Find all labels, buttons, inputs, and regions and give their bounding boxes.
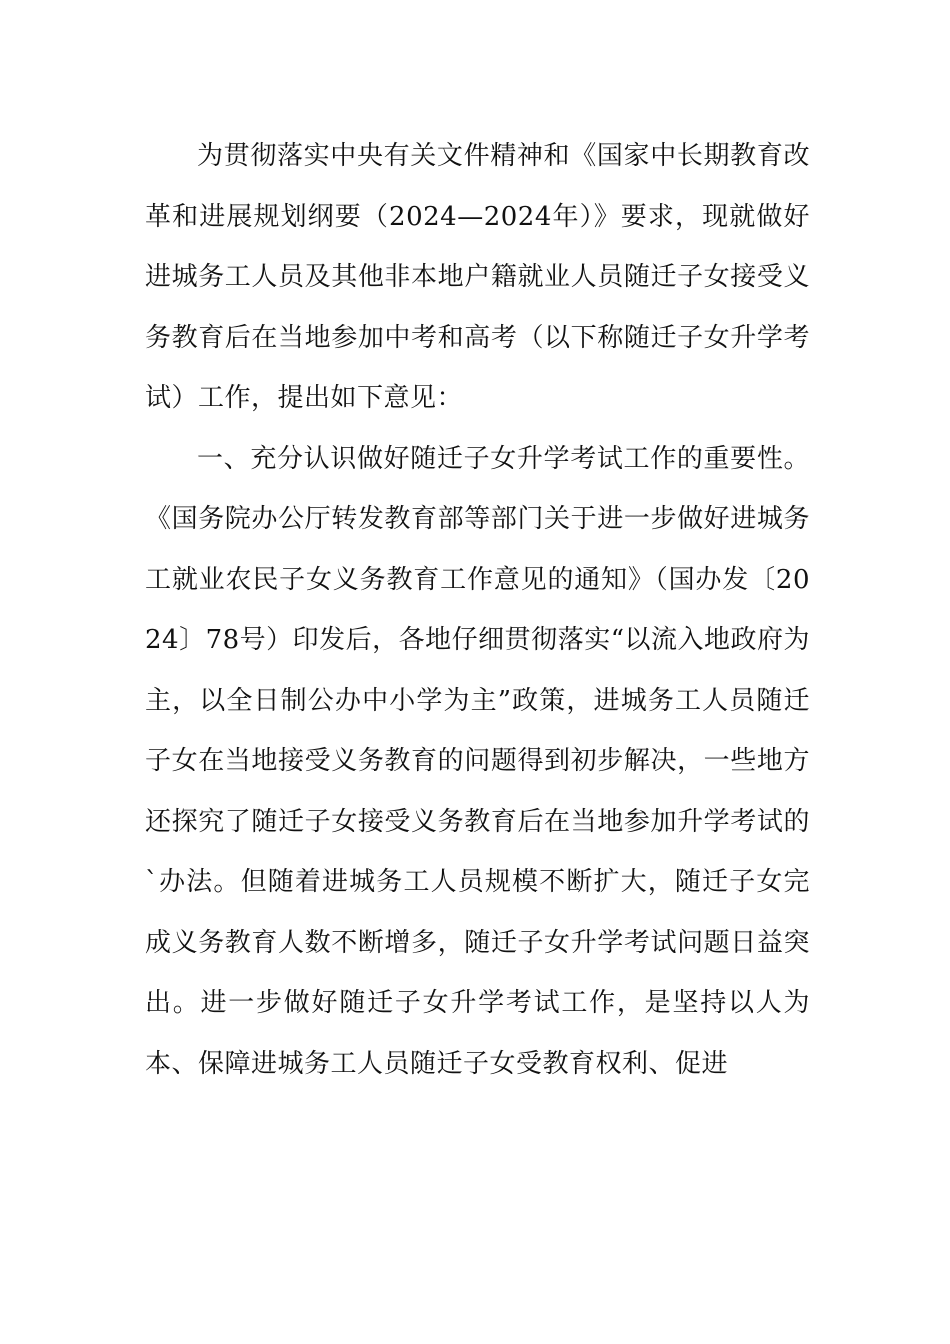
paragraph-section-one: 一、充分认识做好随迁子女升学考试工作的重要性。《国务院办公厅转发教育部等部门关于进一步做好进城务工就业农民子女义务教育工作意见的通知》（国办发〔2024〕78号）印发后，各地仔细贯彻落实“以流入地政府为主，以全日制公办中小学为主”政策，进城务工人员随迁子女在当地接受义务教育的问题得到初步解决，一些地方还探究了随迁子女接受义务教育后在当地参加升学考试的`办法。但随着进城务工人员规模不断扩大，随迁子女完成义务教育人数不断增多，随迁子女升学考试问题日益突出。进一步做好随迁子女升学考试工作，是坚持以人为本、保障进城务工人员随迁子女受教育权利、促进 <box>145 443 810 1079</box>
document-body <box>145 126 810 1094</box>
paragraph-intro: 为贯彻落实中央有关文件精神和《国家中长期教育改革和进展规划纲要（2024—2024年）》要求，现就做好进城务工人员及其他非本地户籍就业人员随迁子女接受义务教育后在当地参加中考和高考（以下称随迁子女升学考试）工作，提出如下意见： <box>145 141 810 413</box>
